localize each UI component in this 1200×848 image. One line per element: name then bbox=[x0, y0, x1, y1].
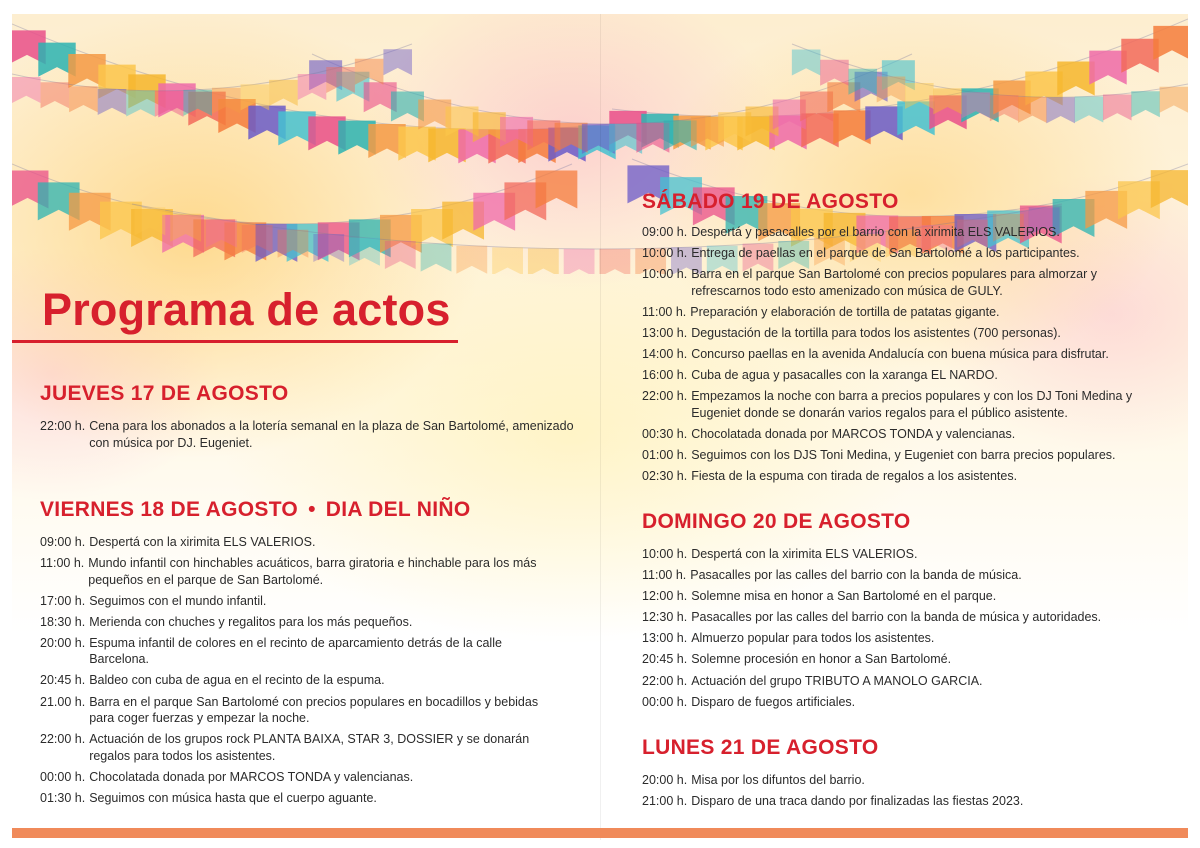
event-item bbox=[40, 593, 560, 610]
event-time: 20:45 h. bbox=[40, 673, 86, 688]
event-description: Baldeo con cuba de agua en el recinto de la espuma. bbox=[89, 673, 385, 688]
bunting-flag bbox=[1160, 87, 1188, 113]
event-description: Merienda con chuches y regalitos para los más pequeños. bbox=[89, 614, 413, 629]
event-item bbox=[40, 614, 560, 631]
event-description: Cena para los abonados a la lotería semanal en la plaza de San Bartolomé, amenizado con música por DJ. Eugeniet. bbox=[89, 419, 574, 450]
flyer-page bbox=[12, 14, 1188, 840]
event-description: Chocolatada donada por MARCOS TONDA y valencianas. bbox=[691, 426, 1016, 441]
event-time: 22:00 h. bbox=[40, 732, 86, 747]
bunting-flag bbox=[536, 170, 578, 208]
event-time: 00:00 h. bbox=[40, 769, 86, 784]
bunting-flag bbox=[820, 60, 849, 86]
event-time: 21:00 h. bbox=[642, 794, 688, 809]
bunting-flag bbox=[41, 82, 70, 108]
event-time: 12:00 h. bbox=[642, 589, 688, 604]
event-description: Despertá con la xirimita ELS VALERIOS. bbox=[691, 547, 918, 561]
bunting-flag bbox=[69, 86, 98, 112]
day-heading-text: LUNES 21 DE AGOSTO bbox=[642, 736, 879, 759]
event-description: Fiesta de la espuma con tirada de regalos a los asistentes. bbox=[691, 468, 1018, 483]
event-item bbox=[40, 418, 580, 451]
event-description: Concurso paellas en la avenida Andalucía con buena música para disfrutar. bbox=[691, 346, 1109, 361]
event-time: 16:00 h. bbox=[642, 368, 688, 383]
event-time: 13:00 h. bbox=[642, 325, 688, 340]
bunting-flag bbox=[1131, 91, 1160, 117]
bunting-flag bbox=[12, 77, 41, 103]
event-item bbox=[642, 245, 1162, 262]
event-time: 10:00 h. bbox=[642, 547, 688, 561]
event-time: 17:00 h. bbox=[40, 593, 86, 608]
event-description: Disparo de una traca dando por finalizadas las fiestas 2023. bbox=[691, 794, 1024, 809]
event-item bbox=[642, 793, 1162, 810]
event-item bbox=[642, 609, 1162, 626]
bunting-flag bbox=[155, 91, 184, 117]
event-description: Pasacalles por las calles del barrio con la banda de música. bbox=[690, 568, 1022, 583]
event-time: 20:45 h. bbox=[642, 652, 688, 667]
event-item bbox=[40, 731, 560, 764]
event-time: 11:00 h. bbox=[40, 556, 85, 571]
event-description: Seguimos con música hasta que el cuerpo aguante. bbox=[89, 790, 377, 805]
event-description: Actuación de los grupos rock PLANTA BAIXA, STAR 3, DOSSIER y se donarán regalos para todos los asistentes. bbox=[89, 732, 530, 763]
event-description: Empezamos la noche con barra a precios populares y con los DJ Toni Medina y Eugeniet donde se donarán varios regalos para el público asistente. bbox=[691, 389, 1133, 420]
event-item bbox=[40, 635, 560, 668]
event-description: Pasacalles por las calles del barrio con la banda de música y autoridades. bbox=[691, 610, 1102, 625]
event-item bbox=[642, 224, 1162, 241]
bunting-flag bbox=[1103, 94, 1132, 120]
event-description: Barra en el parque San Bartolomé con precios populares para almorzar y refrescarnos todo esto amenizado con música de GULY. bbox=[691, 267, 1097, 298]
bunting-flag bbox=[792, 50, 821, 76]
bunting-flag bbox=[801, 113, 838, 147]
event-description: Actuación del grupo TRIBUTO A MANOLO GARCIA. bbox=[691, 673, 983, 688]
event-description: Misa por los difuntos del barrio. bbox=[691, 773, 865, 787]
heading-bullet: • bbox=[308, 498, 316, 521]
bunting-flag bbox=[833, 110, 870, 144]
event-list-viernes bbox=[40, 534, 560, 811]
page-title: Programa de actos bbox=[42, 284, 451, 335]
day-heading-text: JUEVES 17 DE AGOSTO bbox=[40, 382, 289, 405]
event-time: 01:00 h. bbox=[642, 447, 688, 462]
event-time: 01:30 h. bbox=[40, 790, 86, 805]
event-item bbox=[642, 325, 1162, 342]
event-time: 02:30 h. bbox=[642, 468, 688, 483]
event-item bbox=[642, 346, 1162, 363]
event-item bbox=[642, 651, 1162, 668]
day-heading-lunes bbox=[642, 736, 878, 760]
bunting-flag bbox=[865, 106, 902, 140]
day-heading-text: DOMINGO 20 DE AGOSTO bbox=[642, 510, 911, 533]
event-time: 22:00 h. bbox=[642, 673, 688, 688]
event-description: Almuerzo popular para todos los asistentes. bbox=[691, 631, 935, 646]
event-item bbox=[642, 426, 1162, 443]
event-item bbox=[642, 367, 1162, 384]
event-description: Degustación de la tortilla para todos los asistentes (700 personas). bbox=[691, 325, 1061, 340]
bunting-flag bbox=[1089, 51, 1126, 85]
bunting-flag bbox=[599, 249, 630, 274]
event-time: 10:00 h. bbox=[642, 246, 688, 261]
bunting-flag bbox=[1057, 62, 1094, 96]
event-list-lunes bbox=[642, 772, 1162, 814]
event-time: 22:00 h. bbox=[40, 419, 86, 433]
event-item bbox=[40, 769, 560, 786]
event-description: Barra en el parque San Bartolomé con precios populares en bocadillos y bebidas para coger fuerzas y empezar la noche. bbox=[89, 694, 539, 726]
event-time: 22:00 h. bbox=[642, 389, 688, 404]
event-item bbox=[40, 672, 560, 689]
event-item bbox=[642, 567, 1162, 584]
bunting-flag bbox=[1121, 39, 1158, 73]
event-description: Chocolatada donada por MARCOS TONDA y valencianas. bbox=[89, 769, 414, 784]
event-description: Cuba de agua y pasacalles con la xaranga EL NARDO. bbox=[691, 368, 998, 383]
bunting-flag bbox=[313, 234, 344, 262]
event-time: 09:00 h. bbox=[642, 225, 688, 239]
bunting-flag bbox=[126, 91, 155, 117]
bunting-flag bbox=[1046, 97, 1075, 123]
event-time: 12:30 h. bbox=[642, 610, 688, 625]
event-list-jueves bbox=[40, 418, 580, 456]
event-time: 00:30 h. bbox=[642, 426, 688, 441]
event-description: Preparación y elaboración de tortilla de patatas gigante. bbox=[690, 304, 1000, 319]
bunting-flag bbox=[990, 95, 1019, 121]
event-item bbox=[642, 388, 1162, 421]
day-subheading: DIA DEL NIÑO bbox=[325, 498, 471, 521]
bottom-accent-bar bbox=[12, 828, 1188, 838]
event-item bbox=[642, 694, 1162, 711]
day-heading-sabado bbox=[642, 190, 899, 214]
event-description: Espuma infantil de colores en el recinto de aparcamiento detrás de la calle Barcelona. bbox=[89, 635, 502, 667]
event-list-sabado bbox=[642, 224, 1162, 489]
event-item bbox=[40, 790, 560, 807]
bunting-flag bbox=[98, 89, 127, 115]
bunting-flag bbox=[298, 74, 327, 100]
day-heading-text: SÁBADO 19 DE AGOSTO bbox=[642, 190, 899, 213]
event-item bbox=[642, 630, 1162, 647]
event-description: Despertá con la xirimita ELS VALERIOS. bbox=[89, 535, 316, 549]
bunting-flag bbox=[492, 247, 523, 274]
event-description: Seguimos con el mundo infantil. bbox=[89, 593, 267, 608]
bunting-flag bbox=[877, 77, 906, 103]
event-time: 18:30 h. bbox=[40, 614, 86, 629]
event-description: Solemne procesión en honor a San Bartolomé. bbox=[691, 652, 952, 667]
event-description: Despertá y pasacalles por el barrio con la xirimita ELS VALERIOS. bbox=[691, 225, 1060, 239]
bunting-flag bbox=[269, 80, 298, 106]
event-item bbox=[642, 673, 1162, 690]
event-time: 13:00 h. bbox=[642, 631, 688, 646]
event-time: 21.00 h. bbox=[40, 694, 86, 709]
event-item bbox=[642, 266, 1162, 299]
event-item bbox=[642, 447, 1162, 464]
fold-line bbox=[600, 14, 601, 840]
day-heading-viernes bbox=[40, 498, 471, 522]
event-time: 14:00 h. bbox=[642, 346, 688, 361]
bunting-flag bbox=[383, 49, 412, 75]
bunting-flag bbox=[456, 246, 487, 274]
day-heading-text: VIERNES 18 DE AGOSTO bbox=[40, 498, 299, 521]
event-list-domingo bbox=[642, 546, 1162, 715]
event-item bbox=[642, 546, 1162, 563]
event-item bbox=[40, 555, 560, 588]
event-time: 11:00 h. bbox=[642, 568, 687, 583]
event-item bbox=[642, 468, 1162, 485]
event-description: Seguimos con los DJS Toni Medina, y Eugeniet con barra precios populares. bbox=[691, 447, 1116, 462]
event-time: 10:00 h. bbox=[642, 267, 688, 282]
bunting-flag bbox=[421, 244, 452, 272]
bunting-flag bbox=[1153, 26, 1188, 60]
event-description: Mundo infantil con hinchables acuáticos, barra giratoria e hinchable para los más pequeños en el parque de San Bartolomé. bbox=[88, 556, 537, 587]
event-item bbox=[642, 588, 1162, 605]
event-time: 20:00 h. bbox=[642, 773, 688, 787]
event-item bbox=[642, 772, 1162, 789]
event-description: Entrega de paellas en el parque de San Bartolomé a los participantes. bbox=[691, 246, 1080, 261]
day-heading-jueves bbox=[40, 382, 288, 406]
bunting-flag bbox=[349, 238, 380, 266]
bunting-flag bbox=[385, 241, 416, 269]
event-description: Solemne misa en honor a San Bartolomé en el parque. bbox=[691, 589, 997, 604]
event-time: 20:00 h. bbox=[40, 635, 86, 650]
event-item bbox=[642, 304, 1162, 321]
bunting-flag bbox=[528, 248, 559, 274]
event-time: 00:00 h. bbox=[642, 694, 688, 709]
event-item bbox=[40, 534, 560, 551]
bunting-flag bbox=[564, 249, 595, 274]
event-time: 11:00 h. bbox=[642, 304, 687, 319]
bunting-flag bbox=[1075, 97, 1104, 123]
bunting-flag bbox=[1151, 170, 1188, 208]
event-description: Disparo de fuegos artificiales. bbox=[691, 694, 856, 709]
day-heading-domingo bbox=[642, 510, 911, 534]
title-underline bbox=[12, 340, 458, 343]
event-item bbox=[40, 694, 560, 727]
bunting-flag bbox=[1018, 97, 1047, 123]
event-time: 09:00 h. bbox=[40, 535, 86, 549]
